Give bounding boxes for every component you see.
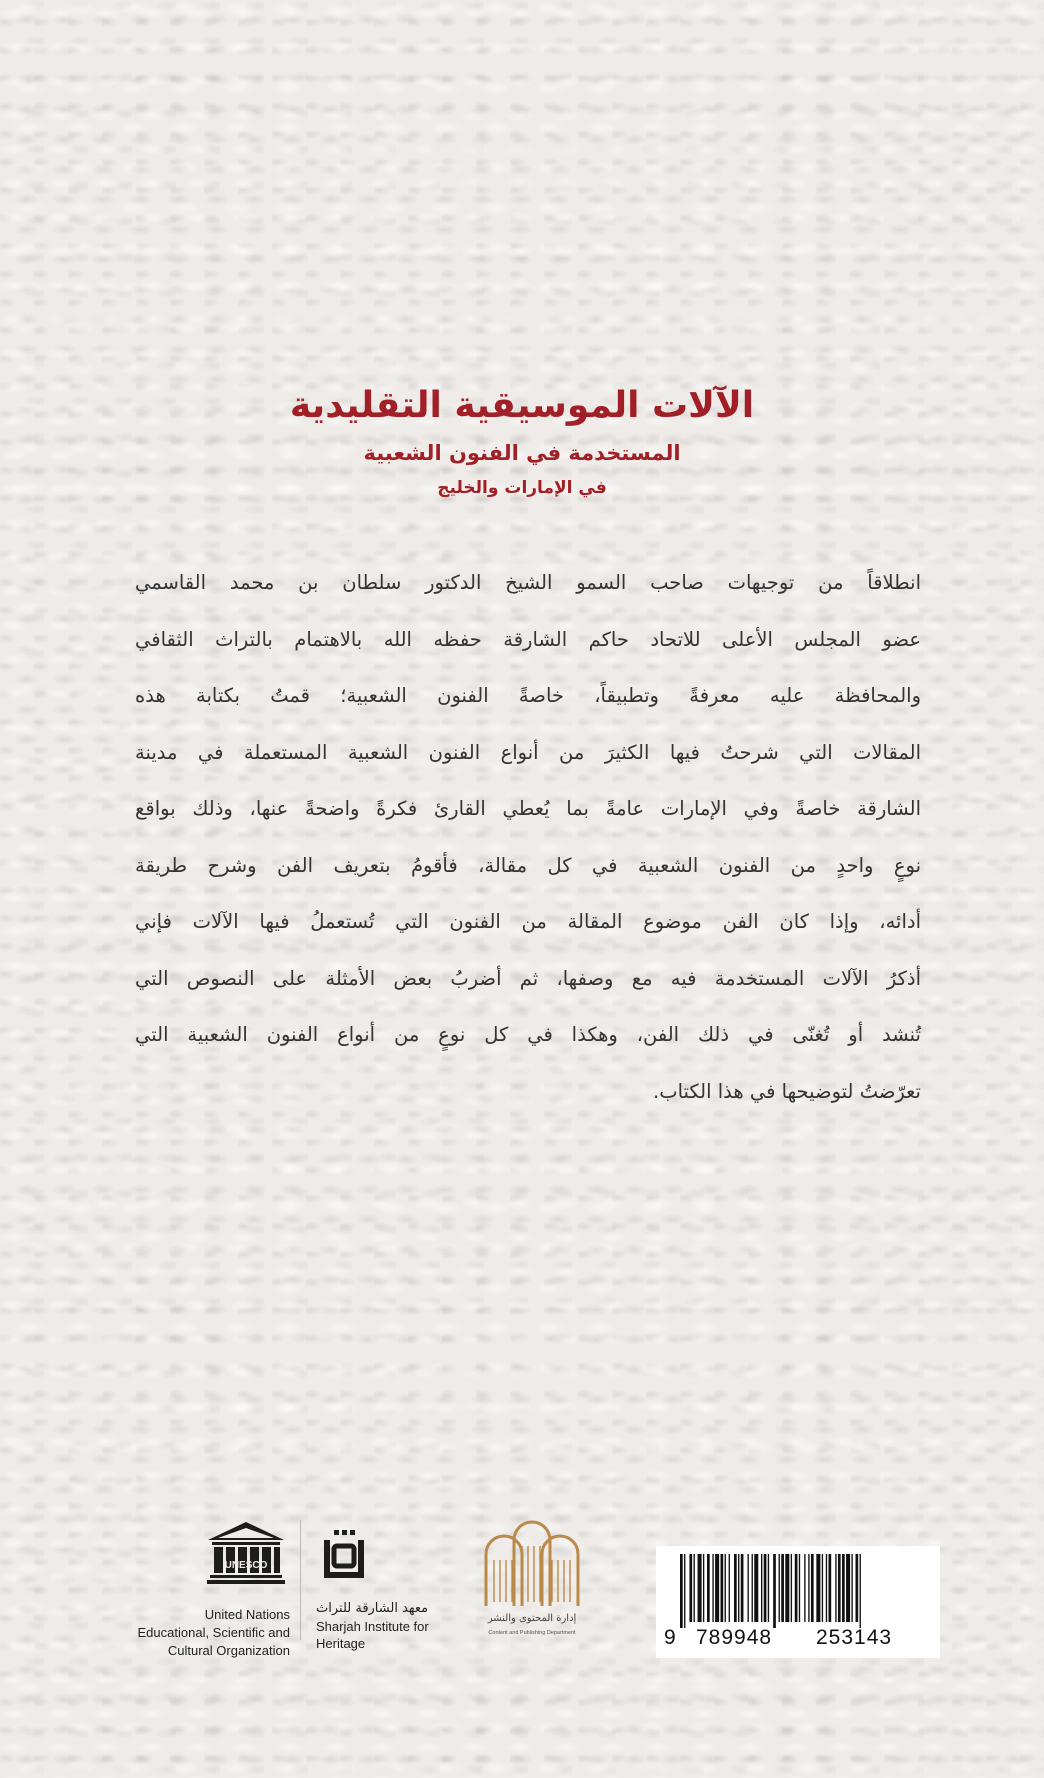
isbn-right-group: 253143 bbox=[816, 1626, 893, 1649]
blurb-line: أدائه، وإذا كان الفن موضوع المقالة من الفنون التي تُستعملُ فيها الآلات فإني bbox=[135, 910, 921, 933]
barcode-bar bbox=[698, 1554, 702, 1622]
barcode-bar bbox=[846, 1554, 850, 1622]
barcode-bar bbox=[768, 1554, 769, 1622]
blurb-line: والمحافظة عليه معرفةً وتطبيقاً، خاصةً الفنون الشعبية؛ قمتُ بكتابة هذه bbox=[135, 684, 921, 707]
barcode-bar bbox=[734, 1554, 737, 1622]
book-subtitle-region: في الإمارات والخليج bbox=[437, 478, 607, 498]
barcode-bar bbox=[835, 1554, 836, 1622]
unesco-name bbox=[130, 1606, 290, 1660]
barcode-bar bbox=[684, 1554, 685, 1628]
barcode-bar bbox=[816, 1554, 820, 1622]
barcode-bar bbox=[856, 1554, 859, 1622]
barcode-bar bbox=[795, 1554, 798, 1622]
barcode-bar bbox=[738, 1554, 739, 1622]
barcode-bar bbox=[781, 1554, 784, 1622]
isbn-barcode bbox=[656, 1546, 940, 1658]
barcode-bar bbox=[779, 1554, 780, 1622]
cpd-arabic-name: إدارة المحتوى والنشر bbox=[487, 1613, 577, 1624]
blurb-line: تعرّضتُ لتوضيحها في هذا الكتاب. bbox=[653, 1079, 921, 1103]
barcode-bar bbox=[689, 1554, 692, 1622]
barcode-bar bbox=[764, 1554, 767, 1622]
sih-arabic-name: معهد الشارقة للتراث bbox=[316, 1601, 429, 1616]
sih-emblem-icon bbox=[320, 1526, 368, 1582]
barcode-bar bbox=[842, 1554, 845, 1622]
barcode-bar bbox=[808, 1554, 809, 1622]
title-block bbox=[0, 380, 1044, 500]
barcode-bar bbox=[748, 1554, 749, 1622]
blurb-line: أذكرُ الآلات المستخدمة فيه مع وصفها، ثم أضربُ بعض الأمثلة على النصوص التي bbox=[135, 966, 921, 990]
barcode-bar bbox=[725, 1554, 726, 1622]
blurb-line: عضو المجلس الأعلى للاتحاد حاكم الشارقة حفظه الله بالاهتمام بالتراث الثقافي bbox=[135, 627, 921, 651]
content-publishing-logo bbox=[474, 1520, 590, 1650]
isbn-first-digit: 9 bbox=[664, 1626, 677, 1649]
sih-english-name bbox=[316, 1618, 466, 1652]
sih-english-line-2: Heritage bbox=[316, 1636, 366, 1651]
blurb-line: المقالات التي شرحتُ فيها الكثيرَ من أنواع الفنون الشعبية المستعملة في مدينة bbox=[135, 740, 921, 764]
blurb-line: الشارقة خاصةً وفي الإمارات عامةً بما يُعطي القارئ فكرةً واضحةً عنها، وذلك بواقع bbox=[135, 797, 921, 820]
barcode-bars bbox=[666, 1554, 930, 1628]
barcode-bar bbox=[729, 1554, 730, 1622]
cpd-english-name: Content and Publishing Department bbox=[488, 1630, 576, 1636]
barcode-bar bbox=[860, 1554, 861, 1628]
book-title: الآلات الموسيقية التقليدية bbox=[289, 385, 755, 426]
unesco-temple-icon bbox=[204, 1520, 288, 1592]
blurb-line: انطلاقاً من توجيهات صاحب السمو الشيخ الدكتور سلطان بن محمد القاسمي bbox=[135, 571, 921, 594]
barcode-bar bbox=[804, 1554, 805, 1622]
book-subtitle: المستخدمة في الفنون الشعبية bbox=[363, 441, 681, 465]
barcode-bar bbox=[703, 1554, 704, 1622]
isbn-left-group: 789948 bbox=[696, 1626, 773, 1649]
barcode-bar bbox=[773, 1554, 776, 1628]
barcode-bar bbox=[822, 1554, 823, 1622]
blurb-line: تُنشد أو تُغنّى في ذلك الفن، وهكذا في كل نوعٍ من أنواع الفنون الشعبية التي bbox=[135, 1023, 921, 1046]
barcode-bar bbox=[680, 1554, 683, 1628]
barcode-bar bbox=[752, 1554, 753, 1622]
barcode-bar bbox=[761, 1554, 762, 1622]
barcode-bar bbox=[829, 1554, 832, 1622]
barcode-bar bbox=[707, 1554, 710, 1622]
barcode-bar bbox=[799, 1554, 800, 1622]
barcode-bar bbox=[721, 1554, 724, 1622]
barcode-bar bbox=[712, 1554, 713, 1622]
unesco-line-3: Cultural Organization bbox=[167, 1643, 290, 1658]
barcode-bar bbox=[741, 1554, 744, 1622]
unesco-line-1: United Nations bbox=[204, 1607, 290, 1622]
unesco-emblem-text: UNESCO bbox=[224, 1560, 268, 1571]
unesco-line-2: Educational, Scientific and bbox=[137, 1625, 290, 1640]
blurb-paragraph bbox=[135, 555, 921, 1120]
barcode-bar bbox=[838, 1554, 841, 1622]
barcode-bar bbox=[791, 1554, 792, 1622]
blurb-line: نوعٍ واحدٍ من الفنون الشعبية في كل مقالة، فأقومُ بتعريف الفن وشرح طريقة bbox=[135, 853, 921, 877]
barcode-bar bbox=[694, 1554, 695, 1622]
barcode-bar bbox=[715, 1554, 719, 1622]
barcode-bar bbox=[754, 1554, 758, 1622]
sih-english-line-1: Sharjah Institute for bbox=[316, 1619, 429, 1634]
logo-divider bbox=[300, 1520, 301, 1640]
barcode-bar bbox=[826, 1554, 827, 1622]
cpd-arches-icon bbox=[474, 1520, 590, 1610]
barcode-bar bbox=[851, 1554, 852, 1622]
barcode-bar bbox=[811, 1554, 814, 1622]
barcode-bar bbox=[785, 1554, 789, 1622]
